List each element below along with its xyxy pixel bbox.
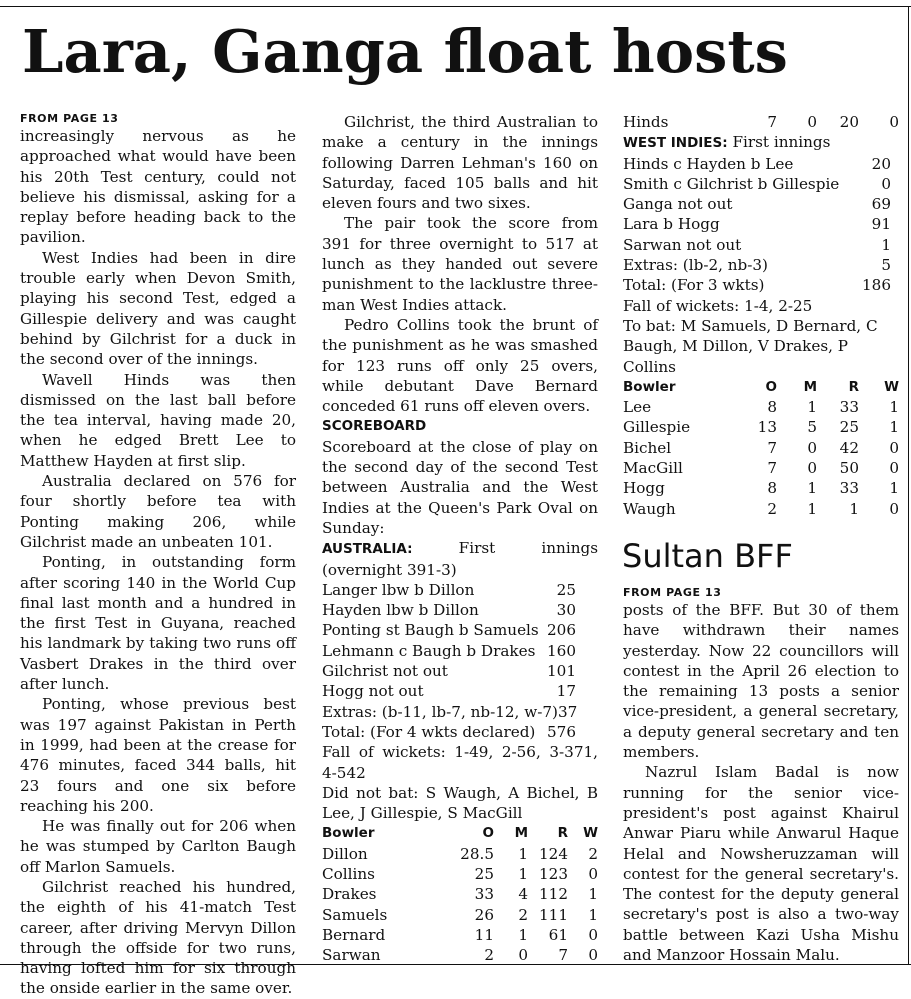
runs: 33 bbox=[839, 398, 859, 417]
batting-row bbox=[623, 154, 899, 174]
paragraph: Pedro Collins took the brunt of the punishment as he was smashed for 123 runs off only 25 overs, while debutant Dave Bernard conceded 61 runs off eleven overs. bbox=[322, 315, 598, 416]
runs: 1 bbox=[881, 235, 891, 254]
batsman: Lara b Hogg bbox=[623, 215, 720, 234]
paragraph: Gilchrist reached his hundred, the eighth of his 41-match Test career, after driving Mervyn Dillon through the offside for two runs, having lofted him for six through the onside earlier in the same over. bbox=[20, 877, 296, 998]
team-label: WEST INDIES: bbox=[623, 135, 728, 152]
wickets: 1 bbox=[889, 479, 899, 498]
batsman: Ponting st Baugh b Samuels bbox=[322, 621, 539, 640]
article-column-3 bbox=[623, 112, 899, 519]
bowler: Lee bbox=[623, 398, 652, 417]
wickets-col: W bbox=[884, 378, 899, 395]
batsman: Hogg not out bbox=[322, 682, 424, 701]
kicker: FROM PAGE 13 bbox=[623, 586, 722, 599]
wickets: 0 bbox=[588, 925, 598, 944]
bowler: MacGill bbox=[623, 459, 683, 478]
runs: 206 bbox=[547, 621, 576, 640]
bowling-row bbox=[623, 458, 899, 478]
runs: 50 bbox=[839, 459, 859, 478]
runs: 17 bbox=[556, 682, 576, 701]
fall-of-wickets: Fall of wickets: 1-49, 2-56, 3-371, 4-542 bbox=[322, 743, 598, 782]
innings-label: First innings bbox=[727, 133, 831, 152]
extras-row bbox=[322, 702, 598, 722]
batting-row bbox=[322, 600, 598, 620]
did-not-bat: Did not bat: S Waugh, A Bichel, B Lee, J Gillespie, S MacGill bbox=[322, 783, 598, 823]
scoreboard-heading: SCOREBOARD bbox=[322, 418, 427, 435]
overs: 7 bbox=[767, 113, 777, 131]
overs: 8 bbox=[767, 398, 777, 417]
bowler: Drakes bbox=[322, 885, 377, 904]
bowling-row bbox=[322, 864, 598, 884]
runs: 160 bbox=[547, 641, 576, 660]
batting-row bbox=[322, 681, 598, 701]
wickets: 0 bbox=[889, 113, 899, 131]
extras-row bbox=[623, 255, 899, 275]
article-column-1 bbox=[20, 112, 296, 999]
bowler: Collins bbox=[322, 864, 375, 883]
batsman: Gilchrist not out bbox=[322, 662, 448, 681]
paragraph: posts of the BFF. But 30 of them have withdrawn their names yesterday. Now 22 councillors will contest in the April 26 election to the remaining 13 posts a senior vice-president, a general secretary, a deputy general secretary and ten members. bbox=[623, 601, 899, 762]
paragraph: Wavell Hinds was then dismissed on the last ball before the tea interval, having made 20, when he edged Brett Lee to Matthew Hayden at first slip. bbox=[20, 370, 296, 470]
batsman: Lehmann c Baugh b Drakes bbox=[322, 641, 536, 660]
innings-label: First innings (overnight 391-3) bbox=[322, 539, 598, 579]
sultan-article bbox=[623, 586, 899, 965]
bowling-header bbox=[623, 377, 899, 397]
runs: 91 bbox=[871, 215, 891, 234]
batting-row bbox=[322, 580, 598, 600]
bowler: Hinds bbox=[623, 113, 669, 131]
bowling-header bbox=[322, 823, 598, 843]
wickets: 2 bbox=[588, 844, 598, 863]
batsman: Langer lbw b Dillon bbox=[322, 580, 475, 599]
runs: 7 bbox=[558, 946, 568, 965]
bowling-row bbox=[623, 112, 899, 132]
bowler-col: Bowler bbox=[322, 825, 375, 842]
maidens: 0 bbox=[807, 438, 817, 457]
maidens: 1 bbox=[518, 844, 528, 863]
maidens: 0 bbox=[807, 459, 817, 478]
overs: 2 bbox=[767, 499, 777, 518]
article-column-2 bbox=[322, 112, 598, 965]
runs: 20 bbox=[839, 113, 859, 131]
bowler: Samuels bbox=[322, 905, 388, 924]
to-bat: To bat: M Samuels, D Bernard, C Baugh, M Dillon, V Drakes, P Collins bbox=[623, 316, 878, 376]
maidens: 4 bbox=[518, 885, 528, 904]
extras-label: Extras: (b-11, lb-7, nb-12, w-7) bbox=[322, 702, 558, 721]
batting-row bbox=[322, 661, 598, 681]
wickets: 0 bbox=[588, 864, 598, 883]
bowling-row bbox=[322, 905, 598, 925]
bowling-row bbox=[322, 945, 598, 965]
batsman: Sarwan not out bbox=[623, 235, 742, 254]
runs: 61 bbox=[548, 925, 568, 944]
runs: 25 bbox=[556, 580, 576, 599]
paragraph: Australia declared on 576 for four shortly before tea with Ponting making 206, while Gilchrist made an unbeaten 101. bbox=[20, 472, 296, 551]
maidens: 1 bbox=[518, 864, 528, 883]
runs: 5 bbox=[881, 256, 891, 275]
runs: 42 bbox=[839, 438, 859, 457]
runs: 37 bbox=[557, 702, 578, 721]
batting-row bbox=[623, 194, 899, 214]
bowling-row bbox=[623, 438, 899, 458]
paragraph: increasingly nervous as he approached what would have been his 20th Test century, could not believe his dismissal, asking for a replay before heading back to the pavilion. bbox=[20, 127, 296, 247]
sultan-headline: Sultan BFF bbox=[622, 537, 793, 575]
total-label: Total: (For 4 wkts declared) bbox=[322, 722, 536, 741]
overs: 25 bbox=[474, 864, 494, 883]
paragraph: Ponting, in outstanding form after scoring 140 in the World Cup final last month and a hundred in the first Test in Guyana, reached his landmark by taking two runs off Vasbert Drakes in the third over after lunch. bbox=[20, 553, 296, 694]
bowler: Gillespie bbox=[623, 418, 691, 437]
total-row bbox=[623, 275, 899, 295]
paragraph: The pair took the score from 391 for three overnight to 517 at lunch as they handed out severe punishment to the lacklustre three-man West Indies attack. bbox=[322, 214, 598, 314]
runs-col: R bbox=[848, 378, 859, 395]
runs: 111 bbox=[539, 905, 568, 924]
bowling-row bbox=[623, 499, 899, 519]
bowling-row bbox=[322, 884, 598, 904]
wickets: 0 bbox=[889, 459, 899, 478]
wickets-col: W bbox=[583, 825, 598, 842]
batting-row bbox=[322, 641, 598, 661]
batting-row bbox=[623, 174, 899, 194]
overs-col: O bbox=[765, 378, 777, 395]
runs: 101 bbox=[547, 662, 576, 681]
scoreboard-intro: Scoreboard at the close of play on the second day of the second Test between Australia and the West Indies at the Queen's Park Oval on Sunday: bbox=[322, 437, 598, 537]
overs-col: O bbox=[482, 825, 494, 842]
extras-label: Extras: (lb-2, nb-3) bbox=[623, 256, 768, 275]
bowler: Bernard bbox=[322, 925, 386, 944]
right-rule bbox=[908, 6, 909, 964]
maidens: 5 bbox=[807, 418, 817, 437]
maidens-col: M bbox=[803, 378, 817, 395]
runs: 0 bbox=[881, 174, 891, 193]
bowler-col: Bowler bbox=[623, 378, 676, 395]
innings-heading bbox=[322, 538, 598, 580]
batting-row bbox=[623, 214, 899, 234]
overs: 11 bbox=[474, 925, 494, 944]
overs: 13 bbox=[757, 418, 777, 437]
paragraph: Nazrul Islam Badal is now running for the senior vice-president's post against Khairul Anwar Piaru while Anwarul Haque Helal and Nowsheruzzaman will contest for the general secretary's. The contest for the deputy general secretary's post is also a two-way battle between Kazi Usha Mishu and Manzoor Hossain Malu. bbox=[623, 763, 899, 965]
bowling-row bbox=[322, 844, 598, 864]
paragraph: Ponting, whose previous best was 197 against Pakistan in Perth in 1999, had been at the crease for 476 minutes, faced 344 balls, hit 23 fours and one six before reaching his 200. bbox=[20, 695, 296, 815]
runs: 69 bbox=[871, 195, 891, 214]
paragraph: West Indies had been in dire trouble early when Devon Smith, playing his second Test, edged a Gillespie delivery and was caught behind by Gilchrist for a duck in the second over of the innings. bbox=[20, 248, 296, 369]
bowler: Dillon bbox=[322, 844, 368, 863]
runs: 25 bbox=[839, 418, 859, 437]
top-rule bbox=[0, 6, 911, 7]
overs: 26 bbox=[474, 905, 494, 924]
wickets: 0 bbox=[889, 499, 899, 518]
batsman: Ganga not out bbox=[623, 195, 733, 214]
maidens: 0 bbox=[518, 946, 528, 965]
bowler: Hogg bbox=[623, 479, 665, 498]
batsman: Smith c Gilchrist b Gillespie bbox=[623, 174, 840, 193]
runs: 20 bbox=[871, 154, 891, 173]
overs: 2 bbox=[484, 946, 494, 965]
overs: 7 bbox=[767, 438, 777, 457]
maidens: 1 bbox=[807, 479, 817, 498]
maidens: 1 bbox=[807, 499, 817, 518]
maidens: 0 bbox=[807, 113, 817, 131]
runs: 30 bbox=[556, 601, 576, 620]
batting-row bbox=[623, 235, 899, 255]
team-label: AUSTRALIA: bbox=[322, 541, 413, 558]
overs: 28.5 bbox=[460, 844, 494, 863]
runs-col: R bbox=[557, 825, 568, 842]
bowling-row bbox=[322, 925, 598, 945]
bowling-row bbox=[623, 478, 899, 498]
batsman: Hinds c Hayden b Lee bbox=[623, 154, 794, 173]
bowler: Sarwan bbox=[322, 946, 381, 965]
bowling-row bbox=[623, 397, 899, 417]
batsman: Hayden lbw b Dillon bbox=[322, 601, 479, 620]
bowler: Bichel bbox=[623, 438, 672, 457]
headline: Lara, Ganga float hosts bbox=[22, 17, 788, 86]
runs: 123 bbox=[539, 864, 568, 883]
runs: 33 bbox=[839, 479, 859, 498]
wickets: 1 bbox=[889, 398, 899, 417]
maidens-col: M bbox=[514, 825, 528, 842]
batting-row bbox=[322, 620, 598, 640]
runs: 576 bbox=[547, 722, 576, 741]
wickets: 1 bbox=[889, 418, 899, 437]
overs: 8 bbox=[767, 479, 777, 498]
total-row bbox=[322, 722, 598, 742]
runs: 1 bbox=[849, 499, 859, 518]
kicker: FROM PAGE 13 bbox=[20, 112, 119, 125]
maidens: 2 bbox=[518, 905, 528, 924]
runs: 112 bbox=[539, 885, 568, 904]
bowling-row bbox=[623, 417, 899, 437]
fall-of-wickets: Fall of wickets: 1-4, 2-25 bbox=[623, 296, 813, 315]
overs: 7 bbox=[767, 459, 777, 478]
maidens: 1 bbox=[807, 398, 817, 417]
runs: 186 bbox=[862, 276, 891, 295]
overs: 33 bbox=[474, 885, 494, 904]
wickets: 1 bbox=[588, 885, 598, 904]
wickets: 0 bbox=[889, 438, 899, 457]
paragraph: He was finally out for 206 when he was stumped by Carlton Baugh off Marlon Samuels. bbox=[20, 817, 296, 876]
bowler: Waugh bbox=[623, 499, 676, 518]
maidens: 1 bbox=[518, 925, 528, 944]
wickets: 1 bbox=[588, 905, 598, 924]
total-label: Total: (For 3 wkts) bbox=[623, 276, 765, 295]
wickets: 0 bbox=[588, 946, 598, 965]
innings-heading bbox=[623, 132, 899, 153]
runs: 124 bbox=[539, 844, 568, 863]
paragraph: Gilchrist, the third Australian to make a century in the innings following Darren Lehman's 160 on Saturday, faced 105 balls and hit eleven fours and two sixes. bbox=[322, 113, 598, 213]
